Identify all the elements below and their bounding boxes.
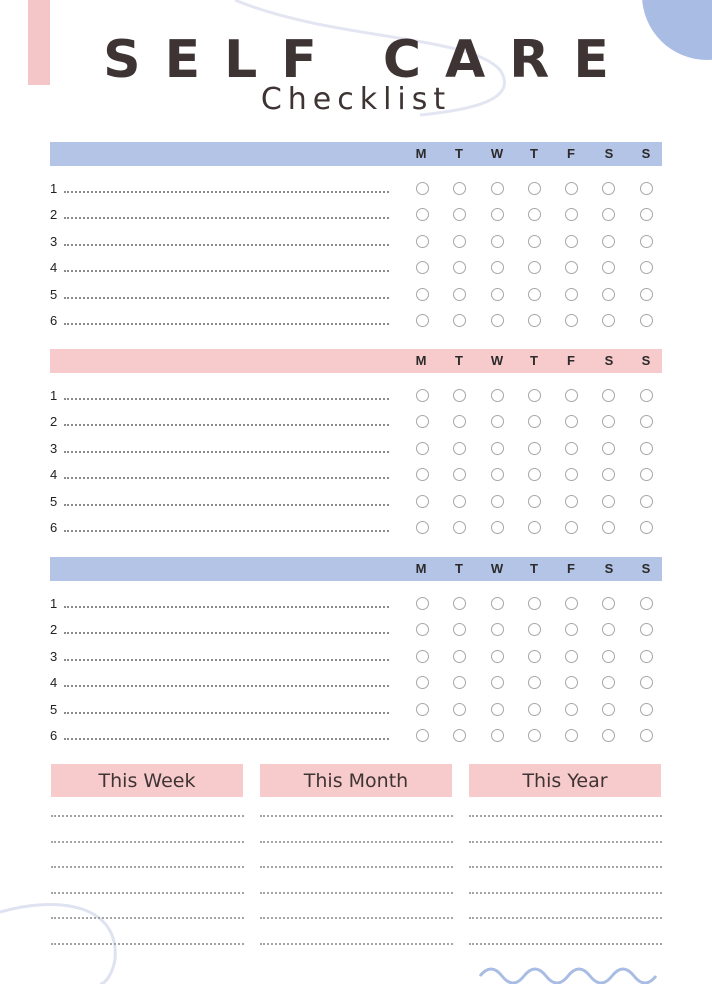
day-label: S [604,561,614,576]
checklist-row [50,647,662,667]
day-checkbox[interactable] [565,235,578,248]
day-label: S [604,353,614,368]
day-checkbox[interactable] [602,676,615,689]
day-checkbox[interactable] [528,703,541,716]
checklist-row [50,232,662,252]
day-checkbox[interactable] [491,468,504,481]
day-checkbox[interactable] [565,521,578,534]
row-number: 5 [50,493,58,509]
day-checkbox[interactable] [565,314,578,327]
day-checkbox[interactable] [416,521,429,534]
day-checkbox[interactable] [528,676,541,689]
day-checkbox[interactable] [453,389,466,402]
day-checkbox[interactable] [416,208,429,221]
notes-write-line[interactable] [260,892,453,894]
day-checkbox[interactable] [640,676,653,689]
day-checkbox[interactable] [453,442,466,455]
day-checkbox[interactable] [453,623,466,636]
day-checkbox[interactable] [453,703,466,716]
day-checkbox[interactable] [491,288,504,301]
row-number: 3 [50,648,58,664]
notes-write-line[interactable] [469,892,662,894]
day-checkbox[interactable] [640,314,653,327]
task-write-line[interactable] [64,738,389,740]
row-number: 4 [50,675,58,691]
day-checkbox[interactable] [640,415,653,428]
day-checkbox[interactable] [602,468,615,481]
day-checkbox[interactable] [640,208,653,221]
day-checkbox[interactable] [528,729,541,742]
day-checkbox[interactable] [640,521,653,534]
day-checkbox[interactable] [491,597,504,610]
day-checkbox[interactable] [640,703,653,716]
day-checkbox[interactable] [602,650,615,663]
day-label: W [490,561,504,576]
checklist-row [50,700,662,720]
day-checkbox[interactable] [640,182,653,195]
day-checkbox[interactable] [602,415,615,428]
notes-write-line[interactable] [51,943,244,945]
task-write-line[interactable] [64,477,389,479]
day-checkbox[interactable] [528,389,541,402]
notes-write-line[interactable] [51,841,244,843]
day-checkbox[interactable] [453,288,466,301]
day-checkbox[interactable] [640,495,653,508]
notes-write-line[interactable] [469,943,662,945]
checklist-row [50,673,662,693]
task-write-line[interactable] [64,424,389,426]
day-checkbox[interactable] [491,235,504,248]
checklist-section [50,557,662,757]
day-checkbox[interactable] [416,442,429,455]
day-checkbox[interactable] [640,235,653,248]
row-number: 1 [50,388,58,403]
row-number: 1 [50,596,58,611]
task-write-line[interactable] [64,712,389,714]
day-checkbox[interactable] [565,389,578,402]
notes-write-line[interactable] [51,917,244,919]
notes-write-line[interactable] [51,892,244,894]
day-checkbox[interactable] [453,468,466,481]
checklist-row [50,620,662,640]
day-checkbox[interactable] [491,729,504,742]
day-checkbox[interactable] [453,314,466,327]
day-checkbox[interactable] [528,495,541,508]
day-checkbox[interactable] [565,676,578,689]
notes-write-line[interactable] [469,917,662,919]
day-checkbox[interactable] [602,623,615,636]
day-label: T [455,146,463,161]
day-label: F [567,561,575,576]
row-number: 3 [50,233,58,249]
checklist-row [50,386,662,406]
notes-write-line[interactable] [260,815,453,817]
day-checkbox[interactable] [602,182,615,195]
day-label: T [530,146,538,161]
row-number: 2 [50,622,58,638]
day-checkbox[interactable] [416,729,429,742]
day-checkbox[interactable] [602,314,615,327]
day-checkbox[interactable] [453,521,466,534]
notes-write-line[interactable] [469,815,662,817]
day-checkbox[interactable] [416,703,429,716]
day-checkbox[interactable] [565,261,578,274]
day-label: M [415,353,427,368]
section-header [50,557,662,581]
section-header [50,349,662,373]
day-checkbox[interactable] [565,729,578,742]
task-write-line[interactable] [64,323,389,325]
notes-write-line[interactable] [260,841,453,843]
checklist-row [50,594,662,614]
day-checkbox[interactable] [416,650,429,663]
day-checkbox[interactable] [640,442,653,455]
day-checkbox[interactable] [416,235,429,248]
day-label: S [641,146,651,161]
day-label: S [641,561,651,576]
checklist-row [50,726,662,746]
day-checkbox[interactable] [565,468,578,481]
day-label: T [455,561,463,576]
row-number: 2 [50,207,58,223]
day-checkbox[interactable] [528,261,541,274]
day-checkbox[interactable] [528,597,541,610]
day-checkbox[interactable] [416,261,429,274]
row-number: 6 [50,313,58,328]
day-checkbox[interactable] [453,495,466,508]
day-label: S [641,353,651,368]
day-checkbox[interactable] [528,288,541,301]
day-checkbox[interactable] [640,650,653,663]
day-checkbox[interactable] [602,235,615,248]
day-checkbox[interactable] [453,597,466,610]
day-checkbox[interactable] [602,729,615,742]
day-checkbox[interactable] [453,182,466,195]
day-checkbox[interactable] [491,208,504,221]
day-checkbox[interactable] [416,415,429,428]
day-checkbox[interactable] [565,415,578,428]
row-number: 5 [50,701,58,717]
row-number: 4 [50,467,58,483]
notes-box-label: This Month [260,764,452,797]
day-checkbox[interactable] [491,495,504,508]
task-write-line[interactable] [64,685,389,687]
day-checkbox[interactable] [491,650,504,663]
day-checkbox[interactable] [453,650,466,663]
day-checkbox[interactable] [602,703,615,716]
day-checkbox[interactable] [528,650,541,663]
day-checkbox[interactable] [491,623,504,636]
day-checkbox[interactable] [565,597,578,610]
day-checkbox[interactable] [565,442,578,455]
notes-box-label: This Week [51,764,243,797]
day-checkbox[interactable] [491,676,504,689]
day-label: T [455,353,463,368]
day-checkbox[interactable] [640,389,653,402]
page-title: SELF CARE [103,30,633,90]
day-checkbox[interactable] [528,182,541,195]
page-subtitle: Checklist [260,82,452,117]
day-label: M [415,146,427,161]
day-checkbox[interactable] [491,389,504,402]
day-checkbox[interactable] [640,468,653,481]
task-write-line[interactable] [64,244,389,246]
notes-box-label: This Year [469,764,661,797]
wave-decoration [480,969,656,983]
checklist-row [50,518,662,538]
day-checkbox[interactable] [491,415,504,428]
day-checkbox[interactable] [528,442,541,455]
day-checkbox[interactable] [565,182,578,195]
day-checkbox[interactable] [640,261,653,274]
day-checkbox[interactable] [565,650,578,663]
task-write-line[interactable] [64,606,389,608]
day-label: W [490,146,504,161]
task-write-line[interactable] [64,217,389,219]
checklist-row [50,285,662,305]
day-checkbox[interactable] [528,208,541,221]
day-checkbox[interactable] [640,288,653,301]
day-checkbox[interactable] [416,623,429,636]
day-checkbox[interactable] [602,442,615,455]
notes-write-line[interactable] [51,815,244,817]
row-number: 4 [50,260,58,276]
row-number: 6 [50,520,58,535]
day-checkbox[interactable] [528,521,541,534]
day-checkbox[interactable] [416,597,429,610]
day-checkbox[interactable] [602,389,615,402]
checklist-section [50,349,662,549]
day-checkbox[interactable] [491,182,504,195]
notes-write-line[interactable] [260,866,453,868]
day-checkbox[interactable] [528,415,541,428]
day-checkbox[interactable] [565,288,578,301]
notes-write-line[interactable] [260,943,453,945]
day-checkbox[interactable] [565,623,578,636]
task-write-line[interactable] [64,632,389,634]
day-checkbox[interactable] [453,235,466,248]
checklist-row [50,179,662,199]
day-label: M [415,561,427,576]
task-write-line[interactable] [64,398,389,400]
checklist-row [50,465,662,485]
day-checkbox[interactable] [491,521,504,534]
task-write-line[interactable] [64,297,389,299]
row-number: 5 [50,286,58,302]
day-label: F [567,146,575,161]
day-checkbox[interactable] [416,468,429,481]
day-checkbox[interactable] [416,495,429,508]
task-write-line[interactable] [64,530,389,532]
day-checkbox[interactable] [640,597,653,610]
day-checkbox[interactable] [602,495,615,508]
day-checkbox[interactable] [565,208,578,221]
checklist-row [50,412,662,432]
task-write-line[interactable] [64,270,389,272]
day-checkbox[interactable] [602,208,615,221]
day-checkbox[interactable] [528,314,541,327]
section-header [50,142,662,166]
day-checkbox[interactable] [416,314,429,327]
day-checkbox[interactable] [491,261,504,274]
notes-write-line[interactable] [51,866,244,868]
checklist-row [50,311,662,331]
task-write-line[interactable] [64,451,389,453]
notes-write-line[interactable] [469,866,662,868]
day-checkbox[interactable] [602,597,615,610]
row-number: 1 [50,181,58,196]
day-label: F [567,353,575,368]
row-number: 2 [50,414,58,430]
day-checkbox[interactable] [491,442,504,455]
day-checkbox[interactable] [453,729,466,742]
day-checkbox[interactable] [416,676,429,689]
day-checkbox[interactable] [453,261,466,274]
day-checkbox[interactable] [416,389,429,402]
day-checkbox[interactable] [565,703,578,716]
checklist-row [50,492,662,512]
notes-write-line[interactable] [469,841,662,843]
day-checkbox[interactable] [602,288,615,301]
day-label: T [530,561,538,576]
day-checkbox[interactable] [453,415,466,428]
day-checkbox[interactable] [491,314,504,327]
day-checkbox[interactable] [453,676,466,689]
checklist-row [50,439,662,459]
day-label: T [530,353,538,368]
day-checkbox[interactable] [416,182,429,195]
row-number: 3 [50,440,58,456]
day-checkbox[interactable] [602,261,615,274]
day-checkbox[interactable] [491,703,504,716]
task-write-line[interactable] [64,504,389,506]
checklist-section [50,142,662,342]
day-checkbox[interactable] [453,208,466,221]
task-write-line[interactable] [64,659,389,661]
day-checkbox[interactable] [565,495,578,508]
day-checkbox[interactable] [528,623,541,636]
day-checkbox[interactable] [640,729,653,742]
day-checkbox[interactable] [416,288,429,301]
day-checkbox[interactable] [528,235,541,248]
notes-write-line[interactable] [260,917,453,919]
checklist-row [50,205,662,225]
task-write-line[interactable] [64,191,389,193]
row-number: 6 [50,728,58,743]
day-label: S [604,146,614,161]
checklist-row [50,258,662,278]
day-checkbox[interactable] [640,623,653,636]
day-label: W [490,353,504,368]
day-checkbox[interactable] [602,521,615,534]
day-checkbox[interactable] [528,468,541,481]
